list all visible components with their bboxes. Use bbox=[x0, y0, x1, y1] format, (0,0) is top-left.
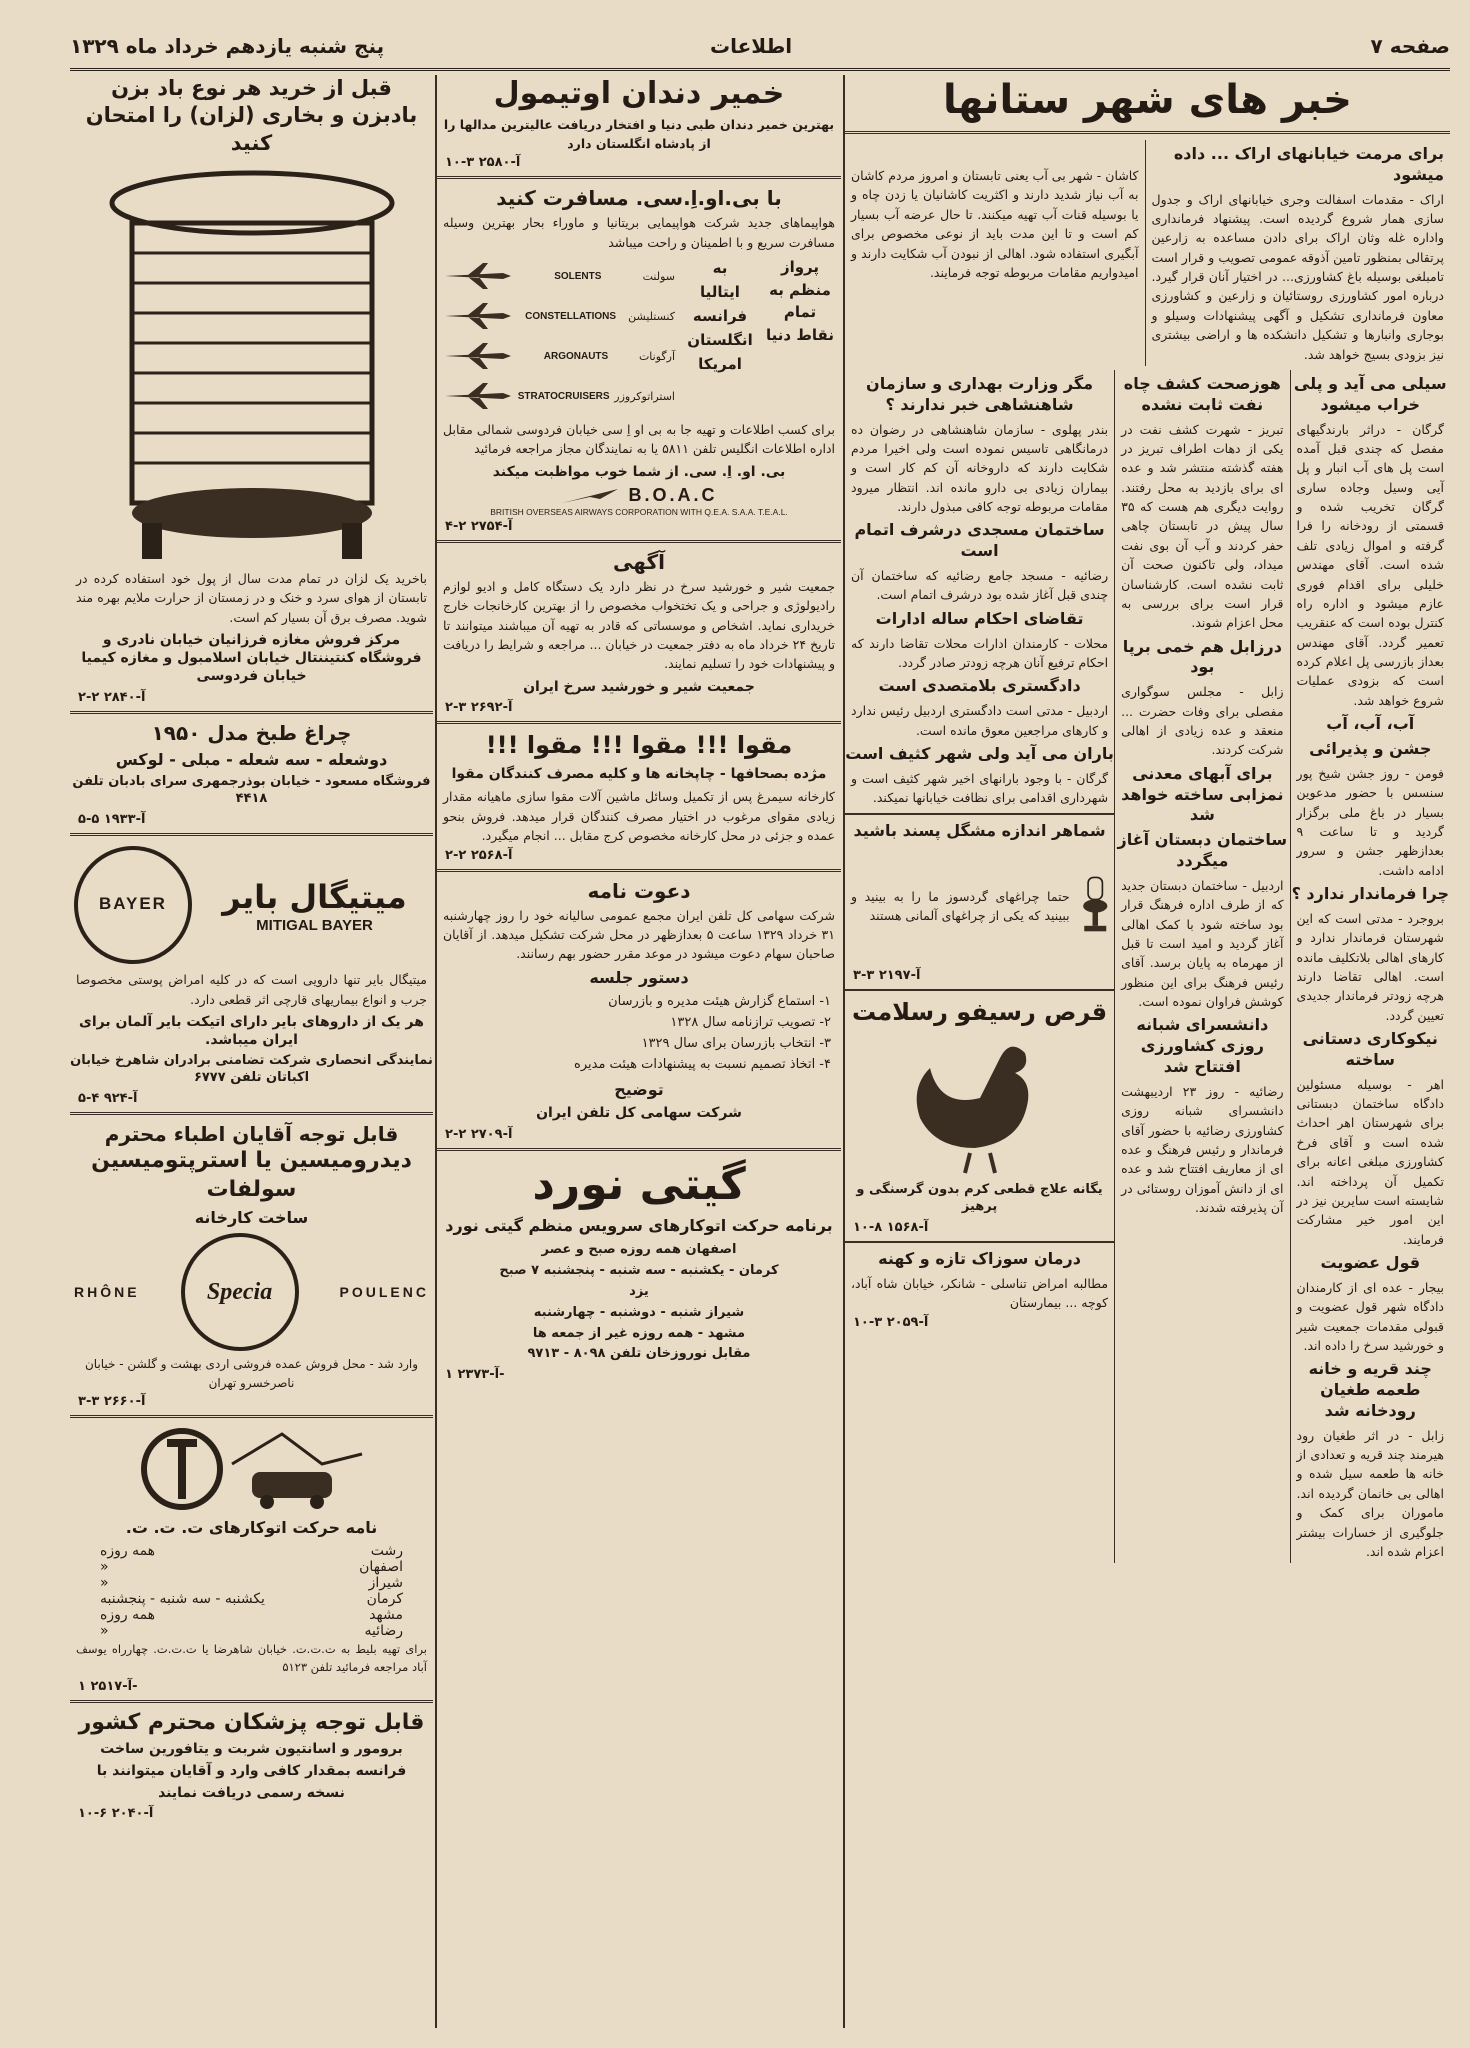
article-head: درمان سوزاک تازه و کهنه bbox=[878, 1249, 1081, 1269]
left-ads-section bbox=[70, 75, 433, 2028]
page-number: صفحه ۷ bbox=[1370, 34, 1450, 58]
agenda-item: ۳- انتخاب بازرسان برای سال ۱۳۲۹ bbox=[641, 1036, 831, 1052]
ad-shop: فروشگاه مسعود - خیابان بوذرجمهری سرای بادبان تلفن ۴۴۱۸ bbox=[72, 774, 431, 807]
ad-body: برومور و اسانتیون شربت و یتافورین ساخت فرانسه بمقدار کافی وارد و آقایان میتوانند با نسخه رسمی دریافت نمایند bbox=[96, 1741, 407, 1801]
middle-ads-section bbox=[437, 75, 841, 2028]
table-row: رضائیه « bbox=[100, 1623, 403, 1640]
article-head: چند قریه و خانه طعمه طغیان رودخانه شد bbox=[1308, 1359, 1432, 1420]
table-row: اصفهان « bbox=[100, 1559, 403, 1576]
news-subcolumn-middle bbox=[1114, 370, 1289, 1563]
article-head: آب، آب، آب bbox=[1326, 714, 1415, 734]
ad-code: آ-۲۰۵۹ ۳-۱۰ bbox=[853, 1314, 929, 1330]
boac-plane-list bbox=[443, 256, 675, 416]
schedule-table bbox=[70, 1543, 433, 1639]
notes-title: توضیح bbox=[614, 1079, 664, 1099]
news-subcolumn-b bbox=[845, 140, 1145, 366]
newspaper-name: اطلاعات bbox=[710, 34, 793, 58]
ad-body: هر یک از داروهای بایر دارای اتیکت بایر آلمان برای ایران میباشد. bbox=[79, 1013, 424, 1049]
ad-title: با بی.او.اِ.سی. مسافرت کنید bbox=[496, 186, 782, 211]
ad-body: برای کسب اطلاعات و تهیه جا به بی او اِ سی خیابان فردوسی شمالی مقابل اداره اطلاعات انگلیس تلفن ۵۸۱۱ یا به نمایندگان مجاز مراجعه فرمائید bbox=[443, 422, 835, 457]
table-row: شیراز « bbox=[100, 1575, 403, 1592]
table-row: کرمان یکشنبه - سه شنبه - پنجشنبه bbox=[100, 1591, 403, 1608]
ad-body: وارد شد - محل فروش عمده فروشی اردی بهشت و گلشن - خیابان ناصرخسرو تهران bbox=[84, 1357, 419, 1390]
plane-row: سولنت SOLENTS bbox=[443, 256, 675, 296]
ad-code: آ-۲۵۶۸ ۲-۲ bbox=[445, 847, 513, 863]
ad-body: شرکت سهامی کل تلفن ایران مجمع عمومی سالیانه خود را روز چهارشنبه ۳۱ خرداد ۱۳۲۹ ساعت ۵ بعدازظهر در محل شرکت تشکیل میدهد. از آقایان صاحبان سهام دعوت میشود در موعد مقرر حضور بهم رسانند. bbox=[443, 907, 835, 962]
boac-destinations: به ایتالیا فرانسه انگلستان امریکا bbox=[687, 259, 753, 373]
article-body: زابل - در اثر طغیان رود هیرمند چند قریه و تعدادی از خانه ها طعمه سیل شده و اهالی بی خانمان گردیده اند. ماموران برای کمک و جلوگیری از خسارات بیشتر اعزام شده اند. bbox=[1296, 1427, 1444, 1559]
ad-code: آ-۲۱۹۷ ۳-۳ bbox=[853, 968, 921, 984]
table-row: رشت همه روزه bbox=[100, 1543, 403, 1560]
article-head: جشن و پذیرائی bbox=[1309, 738, 1432, 758]
ad-title: قبل از خرید هر نوع باد بزن bbox=[111, 76, 392, 100]
ad-code: آ-۲۶۹۲ ۳-۲ bbox=[445, 700, 513, 715]
speedbird-logo-icon bbox=[560, 485, 620, 507]
ad-body: هواپیماهای جدید شرکت هواپیمایی بریتانیا و ماوراء بحار بهترین وسیله مسافرت سریع و با اطمینان و راحت میباشد bbox=[443, 215, 835, 250]
article-head: باران می آید ولی شهر کثیف است bbox=[845, 743, 1114, 763]
article-body: زابل - مجلس سوگواری مفصلی برای وفات حضرت ... منعقد و عده زیادی از اهالی شرکت کردند. bbox=[1121, 684, 1284, 758]
article-body: محلات - کارمندان ادارات محلات تقاضا دارند که احکام ترفیع آنان هرچه زودتر صادر گردد. bbox=[851, 635, 1109, 670]
ad-shops: مرکز فروش مغازه فرزانیان خیابان نادری و فروشگاه کنتیننتال خیابان اسلامبول و مغازه کیمیا خیابان فردوسی bbox=[81, 632, 422, 685]
ad-subtitle: دوشعله - سه شعله - مبلی - لوکس bbox=[115, 749, 388, 769]
ttt-logo-with-bus-icon bbox=[132, 1424, 372, 1514]
ad-body: باخرید یک لزان در تمام مدت سال از پول خود استفاده کرده در تابستان از هوای سرد و خنک و در زمستان از حرارت ملایم بهره مند شوید. مصرف برق آن بسیار کم است. bbox=[76, 570, 427, 625]
airplane-icon bbox=[443, 343, 513, 369]
article-head: ساختمان مسجدی درشرف اتمام است bbox=[854, 520, 1105, 561]
article-head: تقاضای احکام ساله ادارات bbox=[875, 608, 1084, 628]
news-subcolumn-left bbox=[845, 370, 1114, 1563]
ad-title: میتیگال بایر bbox=[222, 877, 407, 916]
fan-heater-illustration bbox=[102, 163, 402, 563]
article-body: رضائیه - روز ۲۳ اردیبهشت دانشسرای شبانه روزی کشاورزی رضائیه با حضور آقای فرماندار و رئیس فرهنگ و عده ای از معاریف افتتاح شد و عده ای از دانش آموزان روستائی در آن پذیرفته شدند. bbox=[1121, 1083, 1284, 1216]
agenda-item: ۲- تصویب ترازنامه سال ۱۳۲۸ bbox=[670, 1015, 831, 1031]
ad-code: آ-۲۷۵۴ ۲-۴ bbox=[445, 518, 513, 534]
issue-date: پنج شنبه یازدهم خرداد ماه ۱۳۲۹ bbox=[70, 34, 385, 58]
ad-body: بهترین خمیر دندان طبی دنیا و افتخار دریافت عالیترین مدالها را از پادشاه انگلستان دارد bbox=[443, 116, 835, 151]
ad-code: آ-۱۹۳۳ ۵-۵ bbox=[78, 812, 146, 828]
ad-title: آگهی bbox=[613, 549, 665, 574]
article-body: گرگان - دراثر بارندگیهای مفصل که چندی قبل آمده است پل های آب انبار و پل آیی وسیل وجاده ساری گرگان تخریب شده و قسمتی از رودخانه را فرا گرفته و اموال زیادی تلف شده است. آقای مهندس خلیلی برای اقدام فوری عازم میشود و اداره راه کنترل بوده است که عنقریب تعمیر گردد. آقای مهندس بعداز بازرسی پل اعلام کرده است که بزودی عملیات شروع خواهد شد. bbox=[1296, 421, 1444, 708]
rhone-label: RHÔNE bbox=[74, 1284, 140, 1301]
ad-code: آ-۲۵۱۷ ۱- bbox=[78, 1678, 138, 1694]
article-head: برای مرمت خیابانهای اراک ... داده میشود bbox=[1173, 144, 1444, 184]
article-body: رضائیه - مسجد جامع رضائیه که ساختمان آن چندی قبل آغاز شده بود درشرف اتمام است. bbox=[851, 568, 1109, 603]
ad-subtitle: ساخت کارخانه bbox=[194, 1208, 309, 1228]
article-head: ساختمان دبستان آغاز میگردد bbox=[1117, 830, 1288, 870]
article-head: هوزصحت کشف چاه نفت ثابت نشده bbox=[1123, 373, 1281, 414]
ad-code: آ-۲۰۴۰ ۶-۱۰ bbox=[78, 1806, 154, 1822]
airplane-icon bbox=[443, 263, 513, 289]
agenda-title: دستور جلسه bbox=[589, 967, 689, 987]
ad-slogan: بی. او. اِ. سی. از شما خوب مواظبت میکند bbox=[492, 463, 786, 480]
masthead bbox=[70, 28, 1450, 71]
agenda-item: ۴- اتخاذ تصمیم نسبت به پیشنهادات هیئت مدیره bbox=[574, 1056, 831, 1072]
ad-title: نامه حرکت اتوکارهای ت. ت. ت. bbox=[125, 1518, 378, 1538]
article-body: تبریز - شهرت کشف نفت در یکی از دهات اطراف تبریز در هفته گذشته منتشر شد و عده ای برای بازدید به محل رفتند. روایت دیگری هم هست که ۳۵ سال پیش در تابستان چاهی حفر کردند و آب آن بوی نفت میداد، ولی تاکنون صحت آن ثابت نشده است. کارشناسان قرار است برای بررسی به محل اعزام شوند. bbox=[1121, 421, 1284, 631]
ad-code: آ-۹۲۴ ۴-۵ bbox=[78, 1091, 138, 1107]
plane-row: کنستلیشن CONSTELLATIONS bbox=[443, 296, 675, 336]
ad-signature: شرکت سهامی کل تلفن ایران bbox=[536, 1105, 742, 1122]
news-subcolumn-a bbox=[1145, 140, 1451, 366]
ad-title: قابل توجه آقایان اطباء محترم bbox=[104, 1122, 399, 1147]
ad-code: آ-۲۳۷۳ ۱- bbox=[445, 1367, 505, 1383]
ad-body: برای تهیه بلیط به ت.ت.ت. خیابان شاهرضا یا ت.ت.ت. چهارراه یوسف آباد مراجعه فرمائید تلفن ۵۱۲۳ bbox=[76, 1642, 427, 1674]
section-title: خبر های شهر ستانها bbox=[943, 77, 1352, 123]
ad-body: جمعیت شیر و خورشید سرخ در نظر دارد یک دستگاه کامل و ادیو لوازم رادیولوژی و جراحی و یک تختخواب مخصوص را از بهترین کارخانجات خارج خریداری نماید. اشخاص و موسساتی که قادر به تهیه آن میباشند میتوانند تا تاریخ ۲۴ خرداد ماه به دفتر جمعیت در خیابان ... مراجعه و شرایط را دریافت و پیشنهادات خود را تسلیم نمایند. bbox=[443, 578, 835, 672]
plane-row: استراتوکروزر STRATOCRUISERS bbox=[443, 376, 675, 416]
ad-title-latin: MITIGAL BAYER bbox=[256, 916, 373, 934]
ad-subtitle: مژده بصحافها - چاپخانه ها و کلیه مصرف کنندگان مقوا bbox=[451, 766, 827, 783]
ad-code: آ-۲۶۶۰ ۳-۳ bbox=[78, 1394, 146, 1410]
schedule-list: اصفهان همه روزه صبح و عصر کرمان - یکشنبه - سه شنبه - پنجشنبه ۷ صبح یزد شیراز شنبه - دوشنبه - چهارشنبه مشهد - همه روزه غیر از جمعه ها مقابل نوروزخان تلفن ۸۰۹۸ - ۹۷۱۳ bbox=[499, 1242, 779, 1362]
article-head: چرا فرماندار ندارد ؟ bbox=[1291, 884, 1449, 904]
ad-subtitle: بادبزن و بخاری (لزان) را امتحان کنید bbox=[85, 103, 418, 155]
ad-subtitle: برنامه حرکت اتوکارهای سرویس منظم گیتی نورد bbox=[445, 1215, 833, 1235]
article-head: مگر وزارت بهداری و سازمان شاهنشاهی خبر ندارند ؟ bbox=[866, 373, 1094, 414]
specia-logo: Specia bbox=[181, 1233, 299, 1351]
article-body: کاشان - شهر بی آب یعنی تابستان و امروز مردم کاشان به آب نیاز شدید دارند و اکثریت کاشانیان یا زدن چاه و یا بوسیله قنات آب تهیه میکنند. تا حال عرضه آب بسیار کم است و تا این مدت باید از نوعی مخصوص برای آبگیری استفاده شود. اهالی از نبودن آب شکایت دارند و امیدواریم مقامات مربوطه توجه فرمایند. bbox=[851, 168, 1139, 280]
article-head: درزابل هم خمی برپا بود bbox=[1122, 636, 1282, 677]
ad-code: آ-۲۷۰۹ ۲-۲ bbox=[445, 1126, 513, 1142]
boac-corporation: BRITISH OVERSEAS AIRWAYS CORPORATION WITH Q.E.A. S.A.A. T.E.A.L. bbox=[490, 506, 788, 517]
boac-destination-head: پرواز منظم به تمام نقاط دنیا bbox=[766, 258, 834, 344]
ad-body: کارخانه سیمرغ پس از تکمیل وسائل ماشین آلات مقوا سازی ماهیانه مقدار زیادی مقوای مرغوب در اختیار مصرف کنندگان قرار میدهد. فروش بنحو عمده و جزئی در محل کارخانه مخصوص کرج مقابل ... انجام میگیرد. bbox=[443, 789, 835, 844]
ad-body: میتیگال بایر تنها دارویی است که در کلیه امراض پوستی مخصوصا جرب و انواع بیماریهای قارچی اثر قطعی دارد. bbox=[76, 972, 427, 1007]
ad-title: قرص رسیفو رسلامت bbox=[852, 998, 1108, 1027]
article-body: بیجار - عده ای از کارمندان دادگاه شهر قول عضویت و قبولی مقدمات جمعیت شیر و خورشید سرخ را داده اند. bbox=[1296, 1279, 1444, 1353]
news-subcolumn-right bbox=[1290, 370, 1450, 1563]
article-body: اردبیل - ساختمان دبستان جدید که از طرف اداره فرهنگ قرار بود ساخته شود با کمک اهالی آغاز گردید و امید است تا قبل از مهرماه به پایان برسد. آقای رئیس فرهنگ برای این منظور کوشش فراوان نموده است. bbox=[1121, 877, 1284, 1010]
ad-code: آ-۲۵۸۰ ۳-۱۰ bbox=[445, 155, 521, 171]
city-news-section bbox=[845, 75, 1450, 2028]
bayer-cross-logo: BAYER bbox=[74, 846, 192, 964]
ad-subtitle: دیدرومیسین یا استرپتومیسین سولفات bbox=[91, 1148, 412, 1202]
article-body: گرگان - با وجود بارانهای اخیر شهر کثیف است و شهرداری اقدامی برای نظافت خیابانها نمیکند. bbox=[851, 770, 1109, 806]
article-body: فومن - روز جشن شیخ پور سنسس با حضور مدعوین بسیار در باغ ملی برگزار گردید و تا ساعت ۹ بعدازظهر جشن و سرور ادامه داشت. bbox=[1296, 765, 1444, 878]
poulenc-label: POULENC bbox=[339, 1284, 429, 1301]
ad-head: شماهر اندازه مشگل پسند باشید bbox=[853, 821, 1106, 841]
article-head: قول عضویت bbox=[1320, 1253, 1421, 1273]
ad-title: قابل توجه پزشکان محترم کشور bbox=[78, 1709, 425, 1735]
article-body: مطالبه امراض تناسلی - شانکر، خیابان شاه آباد، کوچه ... بیمارستان bbox=[851, 1275, 1109, 1311]
agenda-item: ۱- استماع گزارش هیئت مدیره و بازرسان bbox=[608, 994, 831, 1010]
airplane-icon bbox=[443, 303, 513, 329]
ad-body: یگانه علاج قطعی کرم بدون گرسنگی و پرهیز bbox=[856, 1182, 1103, 1215]
agenda-list bbox=[447, 992, 831, 1075]
article-head: نیکوکاری دستانی ساخته bbox=[1302, 1029, 1438, 1069]
boac-logo: B.O.A.C bbox=[628, 485, 718, 506]
ad-title: دعوت نامه bbox=[587, 878, 691, 903]
article-head: دادگستری بلامتصدی است bbox=[878, 676, 1081, 696]
ad-title: مقوا !!! مقوا !!! مقوا !!! bbox=[485, 731, 793, 759]
ad-code: آ-۲۸۴۰ ۲-۲ bbox=[78, 689, 146, 705]
article-body: اراک - مقدمات اسفالت وجری خیابانهای اراک و جدول سازی همار شروع گردیده است. پیشنهاد فرمانداری واداره غله وثان اراک برای دادن مساعده به زارعین پرتقالی بمنظور تامین آذوقه عمومی تصویب و قرار است تامبلغی بوسیله باغ کشاورزی... در اختیار آنان قرار گیرد. درباره امور کشاورزی روستائیان و زارعین و کشاورزی معاون فرمانداری تشکیل و آگهی پیشنهادات وسیلو و بوجاری وانبارها و تشکیل دانشکده ها و اراضی بیشتری نیز بزودی بسیج خواهد شد. bbox=[1151, 191, 1444, 362]
article-body: اهر - بوسیله مسئولین دادگاه ساختمان دبستانی برای شهرستان اهر احداث شده است و آقای فرخ کشاورزی مبلغی اعانه برای تکمیل آن پرداخته اند. شایسته است سایرین نیز در این امور خیر مشارکت فرمایند. bbox=[1296, 1076, 1444, 1247]
plane-row: آرگونات ARGONAUTS bbox=[443, 336, 675, 376]
article-head: دانشسرای شبانه روزی کشاورزی افتتاح شد bbox=[1136, 1015, 1269, 1076]
oil-lamp-icon bbox=[1076, 846, 1115, 966]
airplane-icon bbox=[443, 383, 513, 409]
ad-title: چراغ طبخ مدل ۱۹۵۰ bbox=[151, 720, 352, 745]
ad-title: گیتی نورد bbox=[532, 1158, 746, 1210]
article-body: بروجرد - مدتی است که این شهرستان فرماندار ندارد و کارهای اهالی بلاتکلیف مانده است. اهالی تقاضا دارند هرچه زودتر فرماندار جدیدی تعیین گردد. bbox=[1296, 910, 1444, 1023]
rooster-icon bbox=[880, 1028, 1080, 1178]
ad-code: آ-۱۵۶۸ ۸-۱۰ bbox=[853, 1220, 929, 1236]
article-head: سیلی می آید و پلی خراب میشود bbox=[1293, 373, 1447, 414]
ad-signature: جمعیت شیر و خورشید سرخ ایران bbox=[523, 678, 755, 695]
article-body: بندر پهلوی - سازمان شاهنشاهی در رضوان ده درمانگاهی تاسیس نموده است ولی اخیرا مردم شکایت دارند که داروخانه آن کم کار است و بیماران زیادی بی دارو مانده اند. انتظار میرود مقامات مربوطه توجه کافی مبذول دارند. bbox=[851, 421, 1109, 515]
ad-title: خمیر دندان اوتیمول bbox=[493, 76, 785, 111]
table-row: مشهد همه روزه bbox=[100, 1607, 403, 1624]
ad-body: حتما چراغهای گردسوز ما را به بینید و ببینید که یکی از چراغهای آلمانی هستند bbox=[851, 888, 1070, 924]
article-body: اردبیل - مدتی است دادگستری اردبیل رئیس ندارد و کارهای مراجعین معوق مانده است. bbox=[851, 703, 1109, 738]
article-head: برای آبهای معدنی نمزابی ساخته خواهد شد bbox=[1121, 763, 1284, 825]
ad-agent: نمایندگی انحصاری شرکت تضامنی برادران شاهرخ خیابان اکباتان تلفن ۶۷۷۷ bbox=[70, 1053, 433, 1086]
